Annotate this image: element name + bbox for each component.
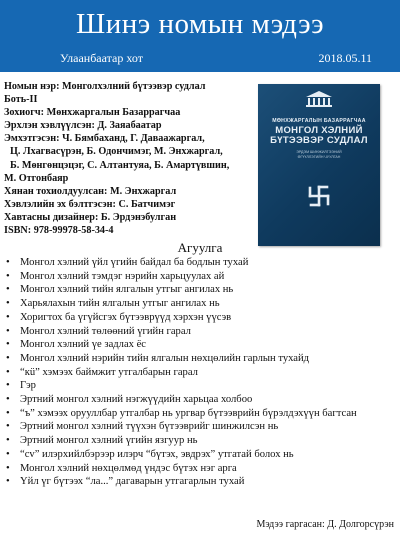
info-line: Боть-II <box>4 94 38 106</box>
info-line: Ц. Лхагвасүрэн, Б. Одончимэг, М. Энхжаргал, <box>10 146 223 158</box>
toc-item: • Монгол хэлний тийн ялгалын утгыг ангилах нь <box>6 283 396 297</box>
toc-item: • Монгол хэлний тэмдэг нэрийн харьцуулах ай <box>6 270 396 284</box>
book-subtitle <box>258 150 380 160</box>
book-cover-image <box>258 84 380 246</box>
toc-item: • Монгол хэлний нэрийн тийн ялгалын нөхцөлийн гарлын тухайд <box>6 352 396 366</box>
info-line: Хавтасны дизайнер: Б. Эрдэнэбулган <box>4 211 177 223</box>
info-line: ISBN: 978-99978-58-34-4 <box>4 225 114 237</box>
toc-item: • Монгол хэлний төлөөний үгийн гарал <box>6 325 396 339</box>
toc-item: • “сv” илэрхийлбэрээр илэрч “бүтэх, эвдрэх” утгатай болох нь <box>6 448 396 462</box>
book-subtitle-line: ЭРДЭМ ШИНЖИЛГЭЭНИЙ <box>296 150 342 154</box>
toc-title: Агуулга <box>177 240 223 255</box>
news-author: Мэдээ гаргасан: Д. Долгорсүрэн <box>256 519 394 530</box>
book-author: МӨНХЖАРГАЛЫН БАЗАРРАГЧАА <box>272 118 366 124</box>
toc-item: • Монгол хэлний үйл үгийн байдал ба бодлын тухай <box>6 256 396 270</box>
swastika-symbol-icon <box>307 184 331 208</box>
info-line: Зохиогч: Мөнхжаргалын Базаррагчаа <box>4 107 181 119</box>
toc-item: • “ъ” хэмээх орууллбар утгалбар нь ургвар бүтээврийн бүрэлдэхүүн багтсан <box>6 407 396 421</box>
toc-item: • Монгол хэлний үе задлах ёс <box>6 338 396 352</box>
toc-item: • Харьялахын тийн ялгалын утгыг ангилах нь <box>6 297 396 311</box>
university-building-icon <box>304 90 334 108</box>
toc-item: • Эртний монгол хэлний түүхэн бүтээврийг шинжилсэн нь <box>6 420 396 434</box>
header-date: 2018.05.11 <box>318 51 372 65</box>
toc-item: • Хоригтох ба үгүйсгэх бүтээврүүд хэрхэн үүсэв <box>6 311 396 325</box>
toc-item: • Гэр <box>6 379 396 393</box>
info-line: Хянан тохиолдуулсан: М. Энхжаргал <box>4 185 177 197</box>
book-title <box>258 126 380 146</box>
toc-item: • Үйл үг бүтээх “ла...” дагаварын утгагарлын тухай <box>6 475 396 489</box>
header-banner <box>0 0 400 72</box>
info-line: Эрхлэн хэвлүүлсэн: Д. Заяабаатар <box>4 120 162 132</box>
toc-list <box>6 256 396 489</box>
info-line: Номын нэр: Монголхэлний бүтээвэр судлал <box>4 81 206 92</box>
info-line: Б. Мөнгөнцэцэг, С. Алтантуяа, Б. Амартүвшин, <box>10 159 230 171</box>
book-title-line: БҮТЭЭВЭР СУДЛАЛ <box>270 135 368 146</box>
page-title: Шинэ номын мэдээ <box>75 8 325 40</box>
toc-item: • Эртний монгол хэлний үгийн язгуур нь <box>6 434 396 448</box>
toc-item: • Эртний монгол хэлний нэгжүүдийн харьцаа холбоо <box>6 393 396 407</box>
book-title-line: МОНГОЛ ХЭЛНИЙ <box>275 125 363 136</box>
toc-item: • Монгол хэлний нөхцөлмөд үндэс бүтэх нэг арга <box>6 462 396 476</box>
info-line: М. Отгонбаяр <box>4 172 69 184</box>
toc-item: • “кü” хэмээх баймжит утгалбарын гарал <box>6 366 396 380</box>
book-subtitle-line: ӨГҮҮЛЛЭГИЙН ЧУУЛГАН <box>297 155 341 159</box>
book-info <box>4 80 254 237</box>
info-line: Эмхэтгэсэн: Ч. Бямбаханд, Г. Даваажаргал, <box>4 133 205 145</box>
info-line: Хэвлэлийн эх бэлтгэсэн: С. Батчимэг <box>4 198 176 210</box>
header-city: Улаанбаатар хот <box>60 51 143 65</box>
